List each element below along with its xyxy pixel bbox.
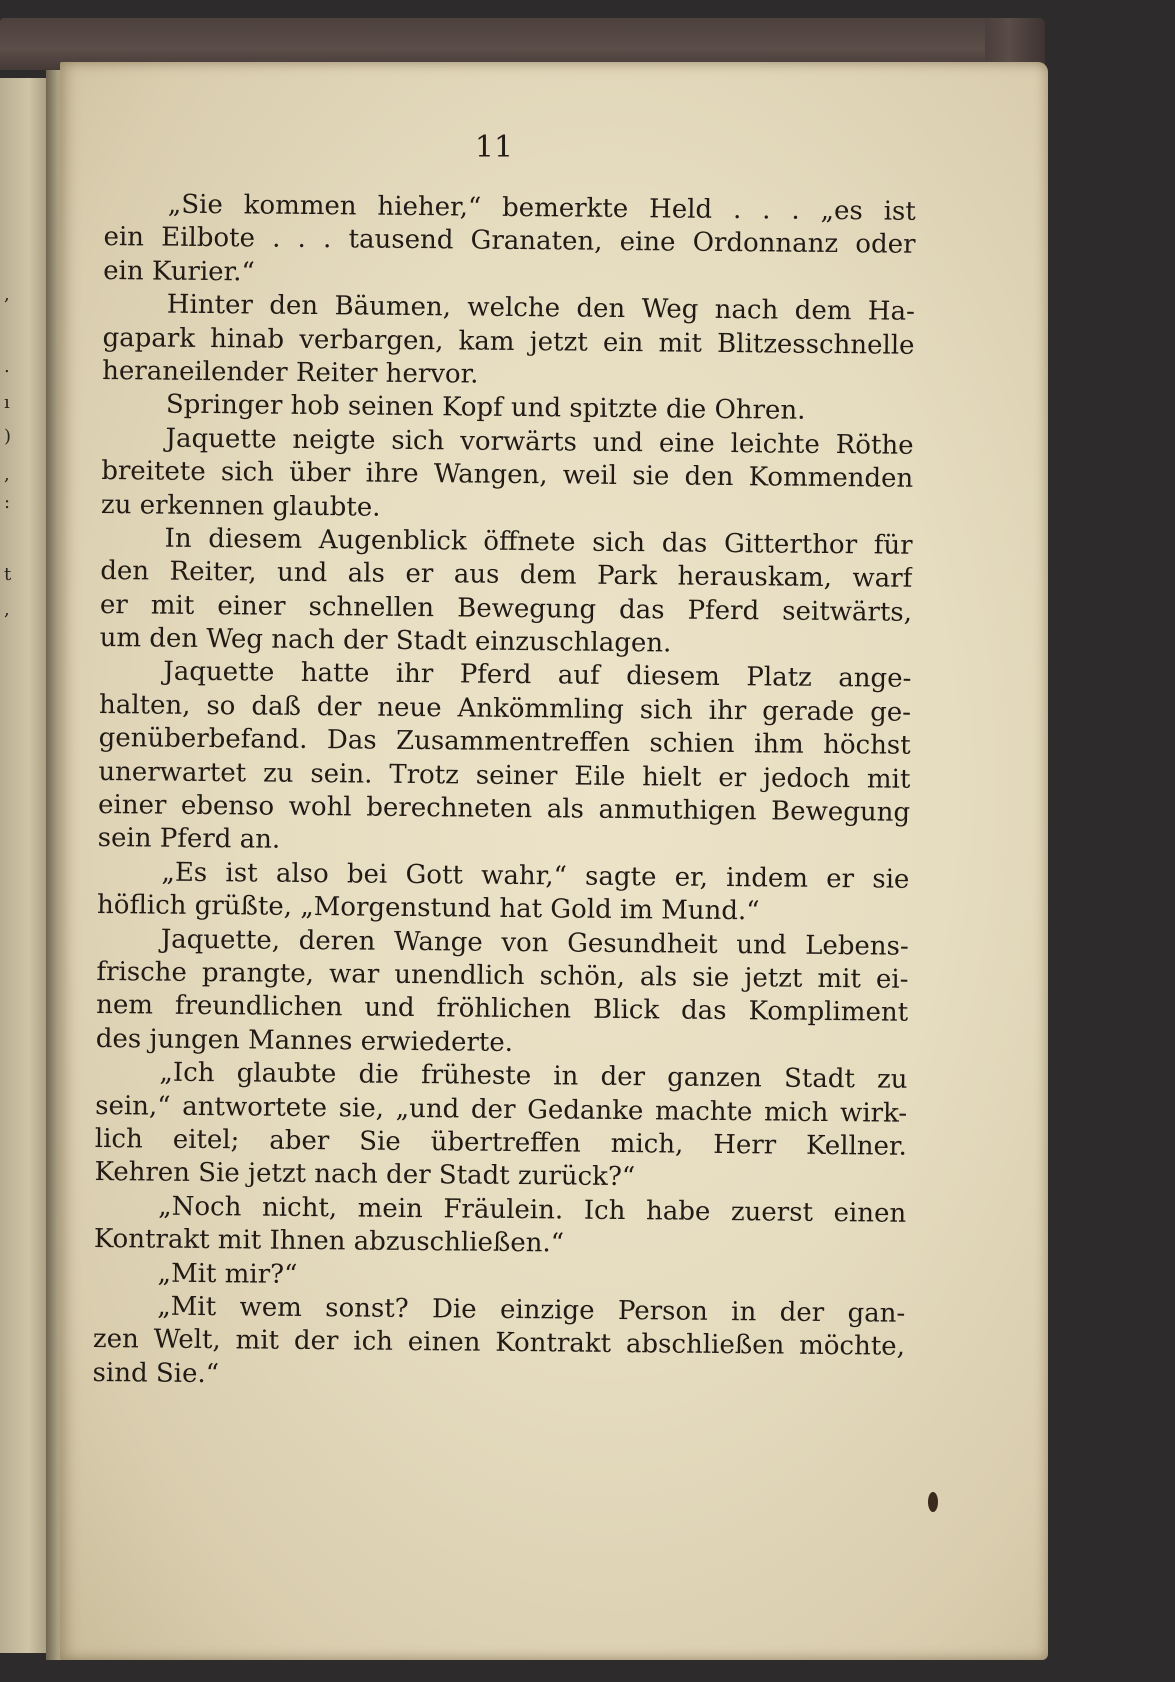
text-line: heraneilender Reiter hervor. [102, 355, 479, 390]
text-line: Jaquette hatte ihr Pferd auf diesem Platz ange- [163, 657, 912, 695]
text-line: um den Weg nach der Stadt einzuschlagen. [99, 623, 672, 659]
text-line: des jungen Mannes erwiederte. [95, 1023, 514, 1058]
previous-page-mark: , [4, 599, 10, 620]
text-line: sein Pferd an. [97, 823, 281, 856]
book-page [60, 62, 1048, 1660]
text-line: ein Kurier.“ [103, 255, 255, 288]
previous-page-mark: : [4, 492, 11, 513]
text-line: ein Eilbote . . . tausend Granaten, eine Ordonnanz oder [103, 222, 916, 261]
text-line: Springer hob seinen Kopf und spitzte die Ohren. [165, 389, 806, 427]
text-line: Kontrakt mit Ihnen abzuschließen.“ [93, 1224, 565, 1259]
text-line: höflich grüßte, „Morgenstund hat Gold im Mund.“ [96, 890, 760, 927]
text-line: einer ebenso wohl berechneten als anmuthigen Bewegung [97, 790, 911, 828]
text-line: Jaquette, deren Wange von Gesundheit und Lebens- [160, 924, 909, 962]
page-number: 11 [474, 130, 514, 165]
text-line: „Noch nicht, mein Fräulein. Ich habe zuerst einen [158, 1191, 907, 1229]
text-line: „Es ist also bei Gott wahr,“ sagte er, indem er sie [161, 857, 910, 895]
previous-page-mark: , [4, 464, 10, 485]
text-line: „Sie kommen hieher,“ bemerkte Held . . . „es ist [167, 189, 916, 227]
text-line: nem freundlichen und fröhlichen Blick das Kompliment [96, 990, 909, 1029]
previous-page-mark: , [4, 284, 10, 305]
text-line: genüberbefand. Das Zusammentreffen schien ihm höchst [98, 723, 911, 762]
text-line: Hinter den Bäumen, welche den Weg nach dem Ha- [166, 289, 915, 327]
text-line: zen Welt, mit der ich einen Kontrakt abschließen möchte, [92, 1324, 906, 1363]
text-line: er mit einer schnellen Bewegung das Pferd seitwärts, [99, 589, 913, 628]
text-line: „Mit mir?“ [157, 1258, 298, 1290]
text-line: gapark hinab verbargen, kam jetzt ein mit Blitzesschnelle [102, 322, 915, 361]
text-line: „Ich glaubte die früheste in der ganzen Stadt zu [159, 1057, 908, 1095]
ink-spot [928, 1492, 938, 1512]
text-line: zu erkennen glaubte. [100, 489, 381, 523]
previous-page-edge [0, 78, 52, 1653]
previous-page-mark: . [4, 356, 10, 377]
text-line: lich eitel; aber Sie übertreffen mich, Herr Kellner. [94, 1123, 907, 1162]
text-line: breitete sich über ihre Wangen, weil sie den Kommenden [101, 456, 914, 494]
text-line: sind Sie.“ [92, 1357, 220, 1389]
text-line: unerwartet zu sein. Trotz seiner Eile hielt er jedoch mit [98, 756, 911, 795]
text-line: halten, so daß der neue Ankömmling sich ihr gerade ge- [98, 689, 912, 728]
text-line: „Mit wem sonst? Die einzige Person in der gan- [157, 1291, 906, 1329]
previous-page-mark: t [4, 564, 12, 585]
previous-page-mark: ı [4, 392, 10, 413]
previous-page-mark: ) [4, 426, 12, 447]
text-line: sein,“ antwortete sie, „und der Gedanke machte mich wirk- [95, 1090, 908, 1129]
text-line: frische prangte, war unendlich schön, als sie jetzt mit ei- [96, 956, 909, 995]
text-line: In diesem Augenblick öffnete sich das Gitterthor für [164, 523, 913, 561]
text-line: Kehren Sie jetzt nach der Stadt zurück?“ [94, 1157, 636, 1193]
text-line: Jaquette neigte sich vorwärts und eine leichte Röthe [165, 423, 914, 461]
text-line: den Reiter, und als er aus dem Park herauskam, warf [100, 556, 913, 595]
page-text [92, 188, 916, 1398]
